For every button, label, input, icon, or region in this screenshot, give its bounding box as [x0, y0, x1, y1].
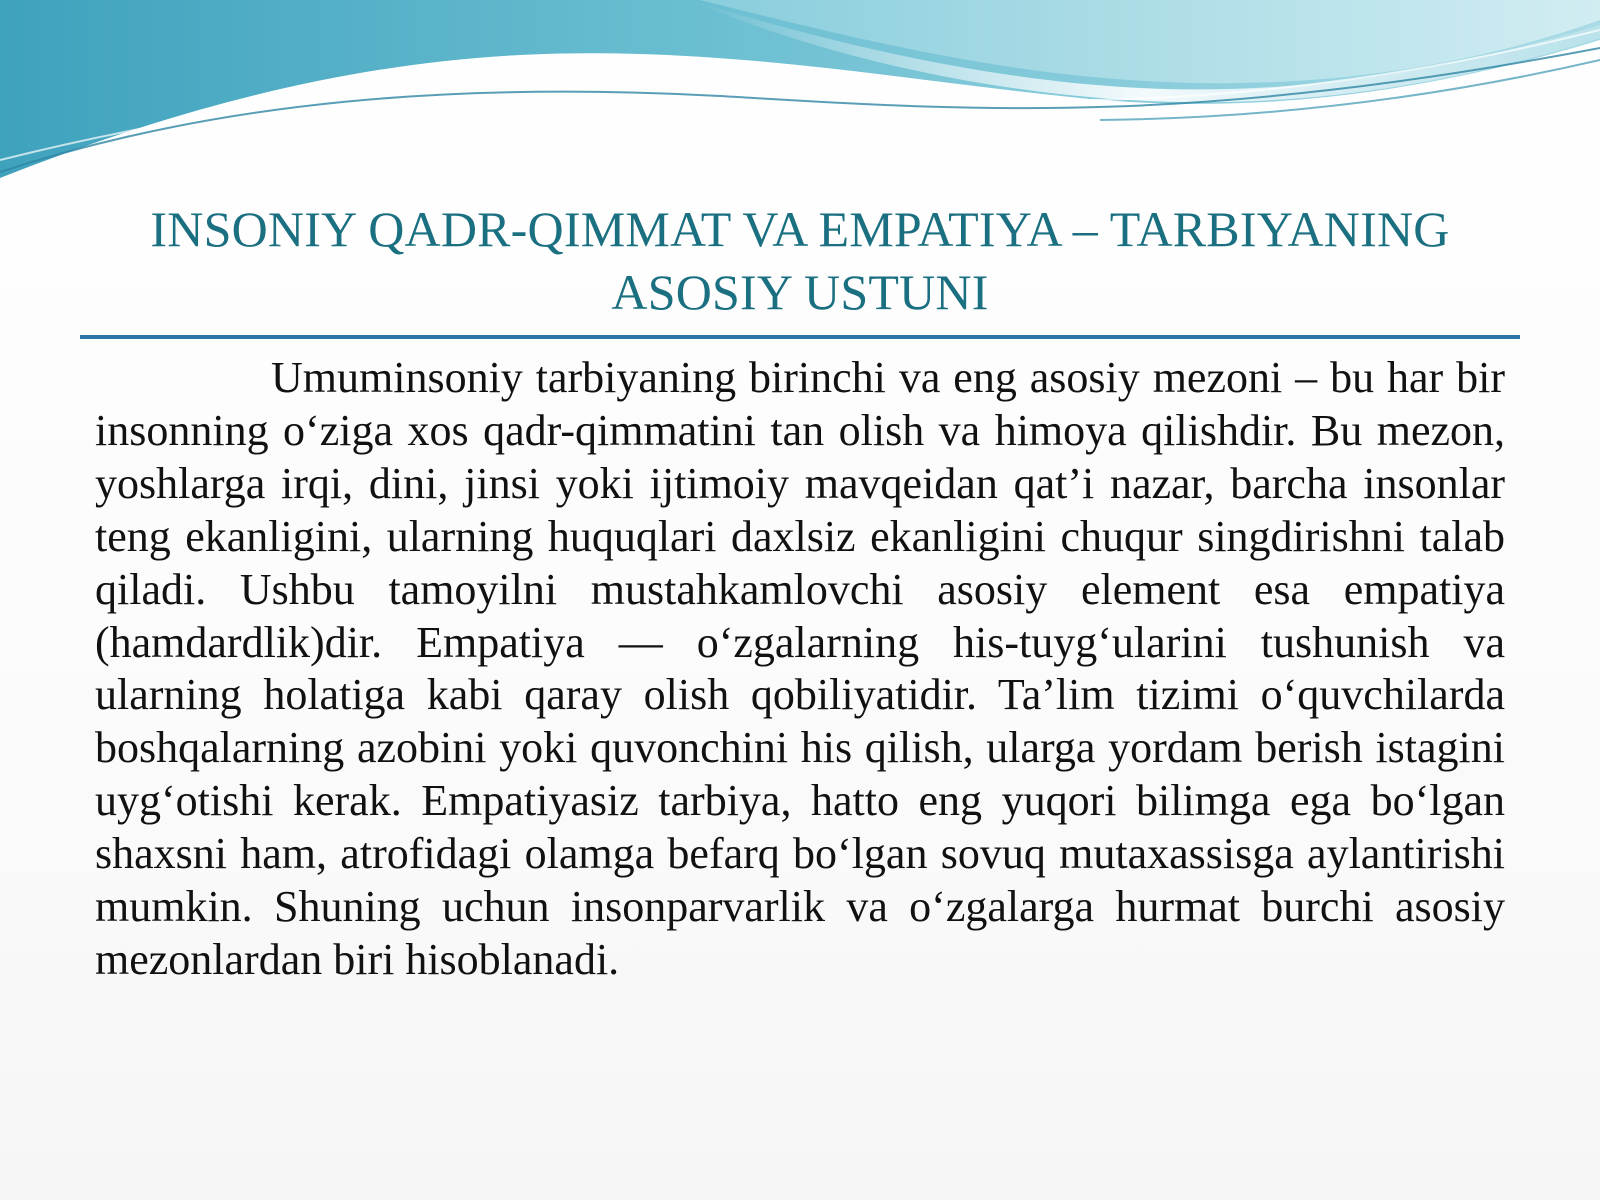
decorative-wave-header	[0, 0, 1600, 200]
body-text-block	[95, 352, 1505, 987]
slide-title-line-2: ASOSIY USTUNI	[611, 264, 989, 320]
title-divider	[80, 335, 1520, 339]
slide-title-line-1: INSONIY QADR-QIMMAT VA EMPATIYA – TARBIYANING	[150, 201, 1450, 257]
slide-title	[90, 198, 1510, 324]
body-paragraph: Umuminsoniy tarbiyaning birinchi va eng asosiy mezoni – bu har bir insonning o‘ziga xos qadr-qimmatini tan olish va himoya qilishdir. Bu mezon, yoshlarga irqi, dini, jinsi yoki ijtimoiy mavqeidan qat’i nazar, barcha insonlar teng ekanligini, ularning huquqlari daxlsiz ekanligini chuqur singdirishni talab qiladi. Ushbu tamoyilni mustahkamlovchi asosiy element esa empatiya (hamdardlik)dir. Empatiya — o‘zgalarning his-tuyg‘ularini tushunish va ularning holatiga kabi qaray olish qobiliyatidir. Ta’lim tizimi o‘quvchilarda boshqalarning azobini yoki quvonchini his qilish, ularga yordam berish istagini uyg‘otishi kerak. Empatiyasiz tarbiya, hatto eng yuqori bilimga ega bo‘lgan shaxsni ham, atrofidagi olamga befarq bo‘lgan sovuq mutaxassisga aylantirishi mumkin. Shuning uchun insonparvarlik va o‘zgalarga hurmat burchi asosiy mezonlardan biri hisoblanadi.	[95, 353, 1505, 984]
